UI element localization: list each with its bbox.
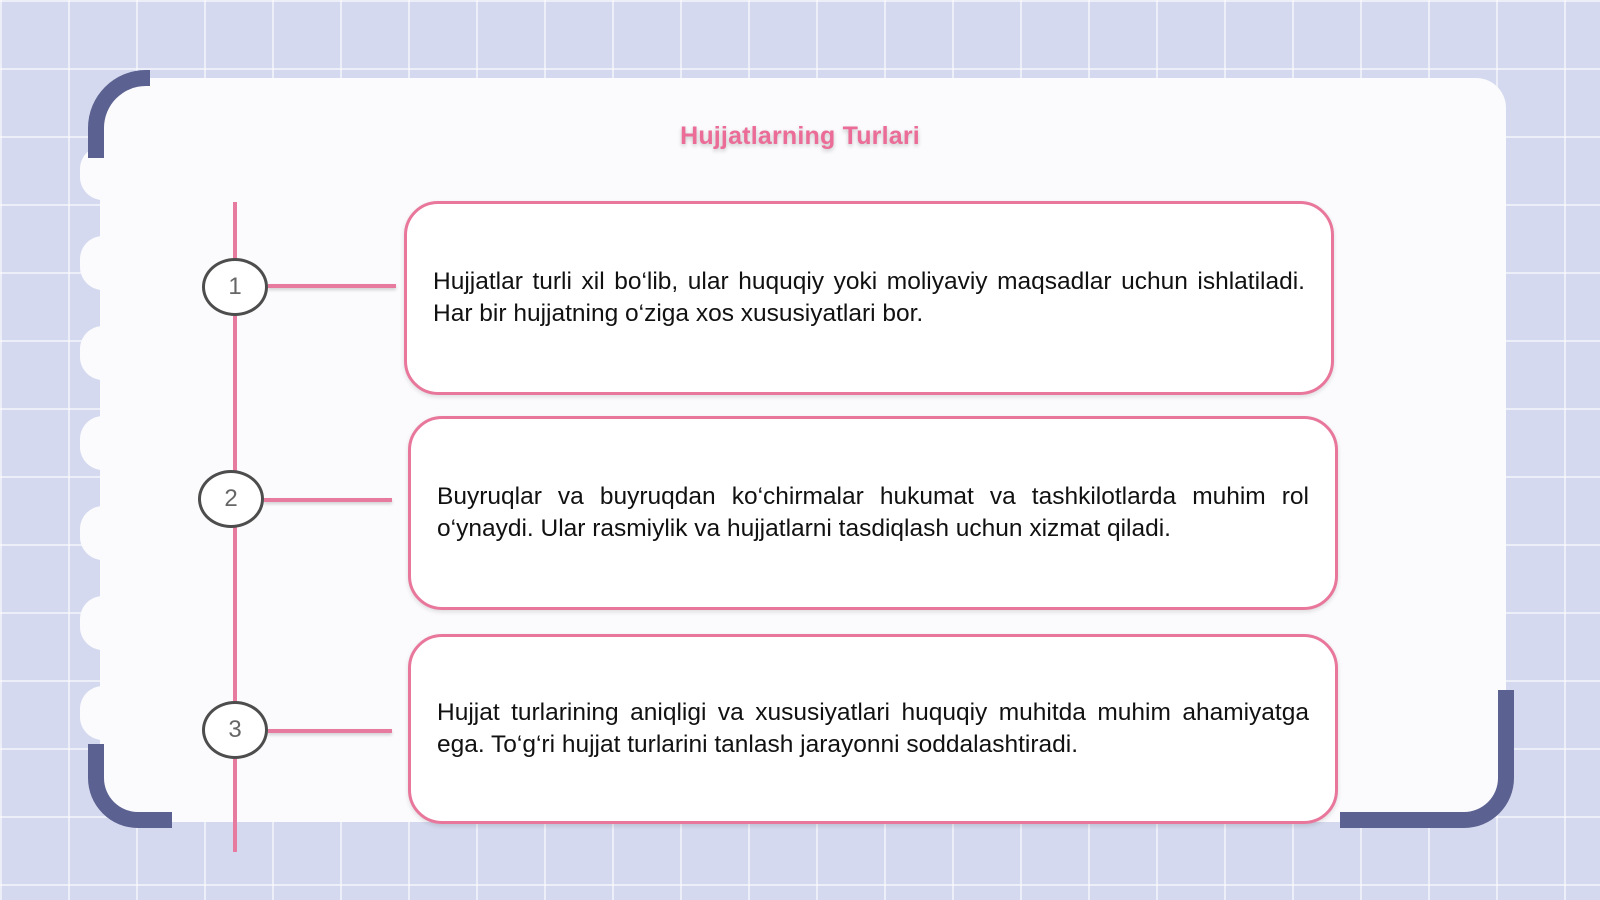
timeline-number-3: 3 (202, 701, 268, 759)
timeline-card-3 (408, 634, 1338, 824)
timeline-card-text: Hujjatlar turli xil bo‘lib, ular huquqiy yoki moliyaviy maqsadlar uchun ishlatiladi. Har bir hujjatning o‘ziga xos xususiyatlari bor. (433, 268, 1305, 327)
paper-scallop (80, 506, 126, 560)
timeline-connector (264, 498, 392, 502)
paper-scallop (80, 686, 126, 740)
corner-bracket-bottom-right (1340, 690, 1514, 828)
paper-scallop (80, 326, 126, 380)
timeline-number-2: 2 (198, 470, 264, 528)
paper-scallop (80, 236, 126, 290)
paper-scallop (80, 416, 126, 470)
timeline-card-1 (404, 201, 1334, 395)
timeline-connector (268, 729, 392, 733)
slide-title: Hujjatlarning Turlari (680, 122, 920, 150)
paper-scallop (80, 596, 126, 650)
timeline-number-1: 1 (202, 258, 268, 316)
timeline-connector (268, 284, 396, 288)
corner-bracket-bottom-left (88, 744, 172, 828)
timeline-card-2 (408, 416, 1338, 610)
timeline-card-text: Buyruqlar va buyruqdan ko‘chirmalar hukumat va tashkilotlarda muhim rol o‘ynaydi. Ular rasmiylik va hujjatlarni tasdiqlash uchun xizmat qiladi. (437, 483, 1309, 542)
timeline-card-text: Hujjat turlarining aniqligi va xususiyatlari huquqiy muhitda muhim ahamiyatga ega. To‘g‘ri hujjat turlarini tanlash jarayonni soddalashtiradi. (437, 699, 1309, 758)
